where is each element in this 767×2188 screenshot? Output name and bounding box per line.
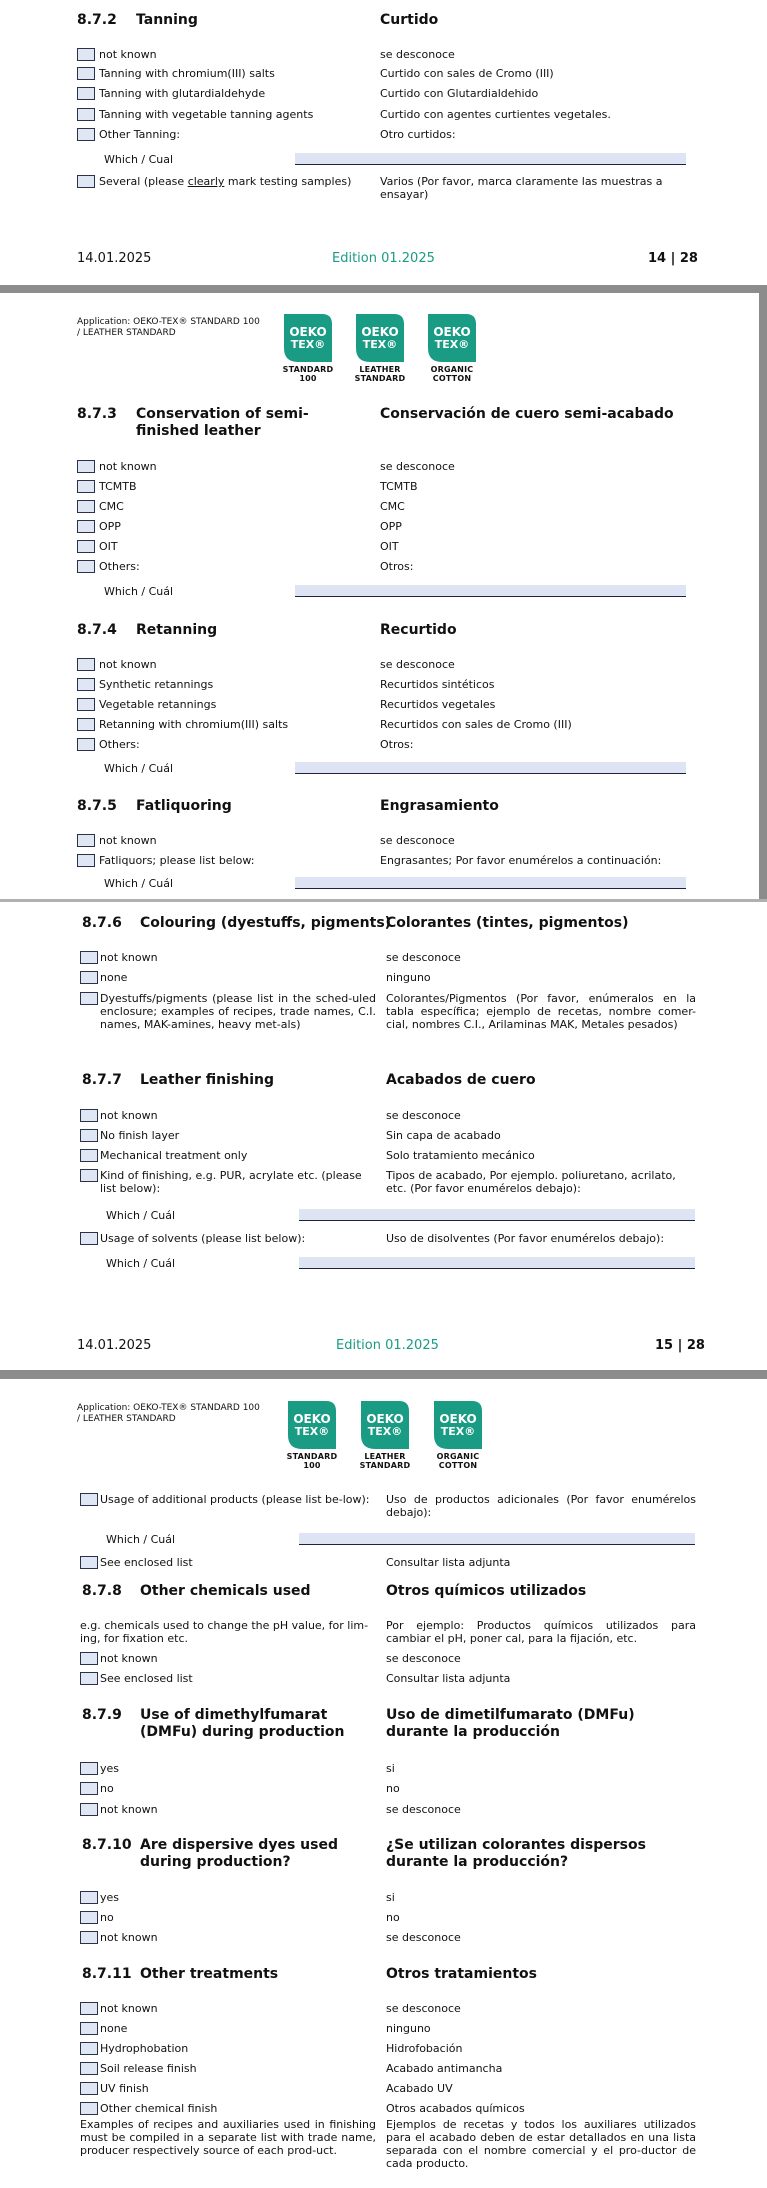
- oeko-tex-logo-icon: [428, 314, 476, 362]
- option-es: ninguno: [386, 971, 431, 984]
- option-es: Otro curtidos:: [380, 128, 456, 141]
- checkbox[interactable]: [77, 500, 95, 513]
- option-es: se desconoce: [380, 834, 455, 847]
- oeko-tex-logo-icon: [288, 1401, 336, 1449]
- option-es: Engrasantes; Por favor enumérelos a continuación:: [380, 854, 662, 867]
- option-es: Otros:: [380, 738, 414, 751]
- several-es: Varios (Por favor, marca claramente las muestras a ensayar): [380, 175, 663, 201]
- option-es: Curtido con sales de Cromo (III): [380, 67, 554, 80]
- option-es: Colorantes/Pigmentos (Por favor, enúmeralos en la tabla específica; ejemplo de recetas, nombre comer-cial, nombres C.I., Arilaminas MAK, Metales pesados): [386, 992, 696, 1031]
- which-label: Which / Cuál: [104, 762, 174, 775]
- which-input[interactable]: [295, 762, 686, 774]
- option-en: Retanning with chromium(III) salts: [99, 718, 289, 731]
- option-en: not known: [100, 951, 158, 964]
- option-es: TCMTB: [380, 480, 418, 493]
- option-en: OIT: [99, 540, 118, 553]
- section-title-es: Uso de dimetilfumarato (DMFu) durante la producción: [386, 1707, 635, 1740]
- option-en: not known: [100, 1109, 158, 1122]
- checkbox[interactable]: [77, 738, 95, 751]
- option-es: OPP: [380, 520, 402, 533]
- option-es: Curtido con agentes curtientes vegetales.: [380, 108, 611, 121]
- option-es: Sin capa de acabado: [386, 1129, 501, 1142]
- checkbox[interactable]: [80, 1891, 98, 1904]
- logo-word1: OEKO: [433, 325, 471, 339]
- checkbox[interactable]: [80, 951, 98, 964]
- section-title-es: Colorantes (tintes, pigmentos): [386, 915, 629, 931]
- option-en: yes: [100, 1762, 120, 1775]
- logo-word2: TEX®: [434, 338, 470, 351]
- option-en: none: [100, 971, 128, 984]
- which-label: Which / Cuál: [106, 1257, 176, 1270]
- section-title-es: Conservación de cuero semi-acabado: [380, 406, 674, 422]
- section-title-es: ¿Se utilizan colorantes dispersos durante la producción?: [386, 1837, 646, 1870]
- option-en: not known: [100, 1652, 158, 1665]
- checkbox[interactable]: [77, 175, 95, 188]
- page-edge: [0, 899, 767, 902]
- checkbox[interactable]: [80, 2042, 98, 2055]
- section-number: 8.7.3: [77, 406, 117, 422]
- checkbox[interactable]: [77, 540, 95, 553]
- option-en: not known: [100, 1931, 158, 1944]
- logo-caption: STANDARD 100: [282, 365, 334, 383]
- option-es: se desconoce: [386, 1652, 461, 1665]
- checkbox[interactable]: [80, 1232, 98, 1245]
- footer-date: 14.01.2025: [77, 1338, 152, 1353]
- section-title-es: Engrasamiento: [380, 798, 499, 814]
- option-en: Other Tanning:: [99, 128, 181, 141]
- application-label: Application: OEKO-TEX® STANDARD 100 / LEATHER STANDARD: [77, 317, 260, 338]
- checkbox[interactable]: [77, 67, 95, 80]
- option-en: See enclosed list: [100, 1556, 193, 1569]
- checkbox[interactable]: [77, 678, 95, 691]
- section-number: 8.7.4: [77, 622, 117, 638]
- section-title-en: Fatliquoring: [136, 798, 232, 814]
- checkbox[interactable]: [80, 1169, 98, 1182]
- checkbox[interactable]: [77, 108, 95, 121]
- which-label: Which / Cual: [104, 153, 174, 166]
- checkbox[interactable]: [80, 2062, 98, 2075]
- checkbox[interactable]: [77, 48, 95, 61]
- option-en: not known: [99, 658, 157, 671]
- option-en: UV finish: [100, 2082, 149, 2095]
- section-title-es: Recurtido: [380, 622, 457, 638]
- which-label: Which / Cuál: [106, 1209, 176, 1222]
- option-en: Dyestuffs/pigments (please list in the sched-uled enclosure; examples of recipes, trade names, C.I. names, MAK-amines, heavy met-als): [100, 992, 376, 1031]
- logo-word2: TEX®: [362, 338, 398, 351]
- page-gap: [0, 285, 767, 293]
- option-es: Tipos de acabado, Por ejemplo. poliuretano, acrilato, etc. (Por favor enumérelos debajo):: [386, 1169, 676, 1195]
- section-title-en: Other chemicals used: [140, 1583, 311, 1599]
- section-title-en: Conservation of semi-finished leather: [136, 406, 309, 439]
- option-es: CMC: [380, 500, 405, 513]
- checkbox[interactable]: [77, 698, 95, 711]
- checkbox[interactable]: [80, 1672, 98, 1685]
- option-en: none: [100, 2022, 128, 2035]
- option-en: TCMTB: [99, 480, 137, 493]
- option-en: Kind of finishing, e.g. PUR, acrylate etc. (please list below):: [100, 1169, 362, 1195]
- option-es: no: [386, 1782, 400, 1795]
- option-en: no: [100, 1911, 114, 1924]
- checkbox[interactable]: [80, 2102, 98, 2115]
- option-en: Other chemical finish: [100, 2102, 218, 2115]
- option-es: se desconoce: [380, 658, 455, 671]
- logo-word2: TEX®: [367, 1425, 403, 1438]
- checkbox[interactable]: [80, 1803, 98, 1816]
- logo-word1: OEKO: [439, 1412, 477, 1426]
- option-en: Tanning with chromium(III) salts: [99, 67, 275, 80]
- option-en: not known: [99, 460, 157, 473]
- option-en: Mechanical treatment only: [100, 1149, 248, 1162]
- checkbox[interactable]: [80, 2022, 98, 2035]
- note-en: Examples of recipes and auxiliaries used in finishing must be compiled in a separate list with trade name, producer respectively source of each prod-uct.: [80, 2118, 376, 2157]
- option-en: Tanning with vegetable tanning agents: [99, 108, 314, 121]
- logo-word2: TEX®: [290, 338, 326, 351]
- option-es: se desconoce: [386, 951, 461, 964]
- checkbox[interactable]: [80, 1762, 98, 1775]
- checkbox[interactable]: [77, 520, 95, 533]
- section-title-en: Are dispersive dyes used during production?: [140, 1837, 338, 1870]
- which-input[interactable]: [299, 1209, 695, 1221]
- option-es: se desconoce: [386, 1803, 461, 1816]
- logo-organic-cotton: [432, 1401, 484, 1470]
- option-en: Tanning with glutardialdehyde: [99, 87, 266, 100]
- section-title-es: Acabados de cuero: [386, 1072, 536, 1088]
- logo-word1: OEKO: [361, 325, 399, 339]
- logo-caption: ORGANIC COTTON: [430, 365, 474, 383]
- logo-caption: STANDARD 100: [286, 1452, 338, 1470]
- footer-date: 14.01.2025: [77, 251, 152, 266]
- application-label: Application: OEKO-TEX® STANDARD 100 / LEATHER STANDARD: [77, 1403, 260, 1424]
- logo-caption: LEATHER STANDARD: [359, 1452, 411, 1470]
- checkbox[interactable]: [77, 718, 95, 731]
- section-number: 8.7.8: [82, 1583, 122, 1599]
- option-es: se desconoce: [380, 460, 455, 473]
- checkbox[interactable]: [80, 1911, 98, 1924]
- checkbox[interactable]: [77, 128, 95, 141]
- checkbox[interactable]: [80, 1652, 98, 1665]
- option-es: Otros acabados químicos: [386, 2102, 525, 2115]
- option-en: not known: [100, 2002, 158, 2015]
- checkbox[interactable]: [77, 834, 95, 847]
- checkbox[interactable]: [80, 1556, 98, 1569]
- checkbox[interactable]: [80, 971, 98, 984]
- footer-page: 14 | 28: [648, 251, 698, 266]
- section-number: 8.7.7: [82, 1072, 122, 1088]
- option-en: Hydrophobation: [100, 2042, 189, 2055]
- option-es: Hidrofobación: [386, 2042, 463, 2055]
- option-es: si: [386, 1891, 395, 1904]
- option-es: Consultar lista adjunta: [386, 1556, 511, 1569]
- logo-leather-standard: [359, 1401, 411, 1470]
- section-number: 8.7.5: [77, 798, 117, 814]
- option-es: Consultar lista adjunta: [386, 1672, 511, 1685]
- section-title-en: Retanning: [136, 622, 218, 638]
- option-en: CMC: [99, 500, 124, 513]
- several-en: Several (please clearly mark testing samples): [99, 175, 352, 188]
- checkbox[interactable]: [80, 1782, 98, 1795]
- page-gap: [0, 1370, 767, 1379]
- section-title-es: Otros químicos utilizados: [386, 1583, 587, 1599]
- option-es: Curtido con Glutardialdehido: [380, 87, 539, 100]
- checkbox[interactable]: [77, 460, 95, 473]
- section-title-en: Other treatments: [140, 1966, 279, 1982]
- description-en: e.g. chemicals used to change the pH value, for lim-ing, for fixation etc.: [80, 1619, 369, 1645]
- checkbox[interactable]: [77, 87, 95, 100]
- logo-word1: OEKO: [289, 325, 327, 339]
- option-en: Vegetable retannings: [99, 698, 217, 711]
- checkbox[interactable]: [80, 1493, 98, 1506]
- which-label: Which / Cuál: [106, 1533, 176, 1546]
- oeko-tex-logo-icon: [361, 1401, 409, 1449]
- option-es: no: [386, 1911, 400, 1924]
- option-es: Recurtidos vegetales: [380, 698, 496, 711]
- option-es: se desconoce: [386, 1109, 461, 1122]
- checkbox[interactable]: [80, 2002, 98, 2015]
- option-es: Solo tratamiento mecánico: [386, 1149, 535, 1162]
- option-en: No finish layer: [100, 1129, 180, 1142]
- section-number: 8.7.9: [82, 1707, 122, 1723]
- oeko-tex-logo-icon: [284, 314, 332, 362]
- checkbox[interactable]: [80, 1931, 98, 1944]
- option-en: Synthetic retannings: [99, 678, 214, 691]
- logo-standard-100: [282, 314, 334, 383]
- section-title-en: Leather finishing: [140, 1072, 275, 1088]
- checkbox[interactable]: [80, 2082, 98, 2095]
- checkbox[interactable]: [80, 1109, 98, 1122]
- section-number: 8.7.6: [82, 915, 122, 931]
- section-number: 8.7.2: [77, 12, 117, 28]
- oeko-tex-logo-icon: [356, 314, 404, 362]
- which-input[interactable]: [299, 1257, 695, 1269]
- logo-caption: ORGANIC COTTON: [436, 1452, 480, 1470]
- option-en: Usage of solvents (please list below):: [100, 1232, 306, 1245]
- section-title-es: Curtido: [380, 12, 439, 28]
- option-en: not known: [99, 48, 157, 61]
- section-title-en: Colouring (dyestuffs, pigments): [140, 915, 392, 931]
- description-es: Por ejemplo: Productos químicos utilizados para cambiar el pH, poner cal, para la fijación, etc.: [386, 1619, 696, 1645]
- option-es: si: [386, 1762, 395, 1775]
- checkbox[interactable]: [77, 854, 95, 867]
- section-number: 8.7.10: [82, 1837, 132, 1853]
- section-number: 8.7.11: [82, 1966, 132, 1982]
- option-es: Otros:: [380, 560, 414, 573]
- note-es: Ejemplos de recetas y todos los auxiliares utilizados para el acabado deben de estar detallados en una lista separada con el nombre comercial y el pro-ductor de cada producto.: [386, 2118, 696, 2170]
- option-es: Acabado antimancha: [386, 2062, 503, 2075]
- checkbox[interactable]: [77, 658, 95, 671]
- which-input[interactable]: [299, 1533, 695, 1545]
- oeko-tex-logo-icon: [434, 1401, 482, 1449]
- which-label: Which / Cuál: [104, 877, 174, 890]
- checkbox[interactable]: [77, 480, 95, 493]
- which-input[interactable]: [295, 153, 686, 165]
- checkbox[interactable]: [80, 1129, 98, 1142]
- option-es: se desconoce: [386, 2002, 461, 2015]
- option-es: se desconoce: [380, 48, 455, 61]
- additional-es: Uso de productos adicionales (Por favor enumérelos debajo):: [386, 1493, 696, 1519]
- page-edge: [759, 293, 767, 899]
- option-es: Recurtidos sintéticos: [380, 678, 495, 691]
- additional-en: Usage of additional products (please list be-low):: [100, 1493, 370, 1506]
- option-en: Fatliquors; please list below:: [99, 854, 255, 867]
- option-en: yes: [100, 1891, 120, 1904]
- option-en: Others:: [99, 738, 140, 751]
- checkbox[interactable]: [80, 992, 98, 1005]
- footer-edition: Edition 01.2025: [336, 1338, 439, 1353]
- logo-leather-standard: [354, 314, 406, 383]
- logo-organic-cotton: [426, 314, 478, 383]
- logo-word2: TEX®: [294, 1425, 330, 1438]
- option-es: Uso de disolventes (Por favor enumérelos debajo):: [386, 1232, 665, 1245]
- section-title-es: Otros tratamientos: [386, 1966, 537, 1982]
- which-input[interactable]: [295, 585, 686, 597]
- which-label: Which / Cuál: [104, 585, 174, 598]
- logo-word1: OEKO: [366, 1412, 404, 1426]
- option-en: not known: [100, 1803, 158, 1816]
- option-en: Soil release finish: [100, 2062, 197, 2075]
- option-es: ninguno: [386, 2022, 431, 2035]
- option-es: Recurtidos con sales de Cromo (III): [380, 718, 572, 731]
- which-input[interactable]: [295, 877, 686, 889]
- footer-edition: Edition 01.2025: [332, 251, 435, 266]
- logo-word1: OEKO: [293, 1412, 331, 1426]
- section-title-en: Tanning: [136, 12, 198, 28]
- logo-word2: TEX®: [440, 1425, 476, 1438]
- option-en: Others:: [99, 560, 140, 573]
- section-title-en: Use of dimethylfumarat (DMFu) during production: [140, 1707, 345, 1740]
- option-en: no: [100, 1782, 114, 1795]
- checkbox[interactable]: [80, 1149, 98, 1162]
- logo-caption: LEATHER STANDARD: [354, 365, 406, 383]
- checkbox[interactable]: [77, 560, 95, 573]
- option-es: Acabado UV: [386, 2082, 453, 2095]
- option-es: se desconoce: [386, 1931, 461, 1944]
- option-en: See enclosed list: [100, 1672, 193, 1685]
- option-en: OPP: [99, 520, 121, 533]
- option-es: OIT: [380, 540, 399, 553]
- logo-standard-100: [286, 1401, 338, 1470]
- footer-page: 15 | 28: [655, 1338, 705, 1353]
- option-en: not known: [99, 834, 157, 847]
